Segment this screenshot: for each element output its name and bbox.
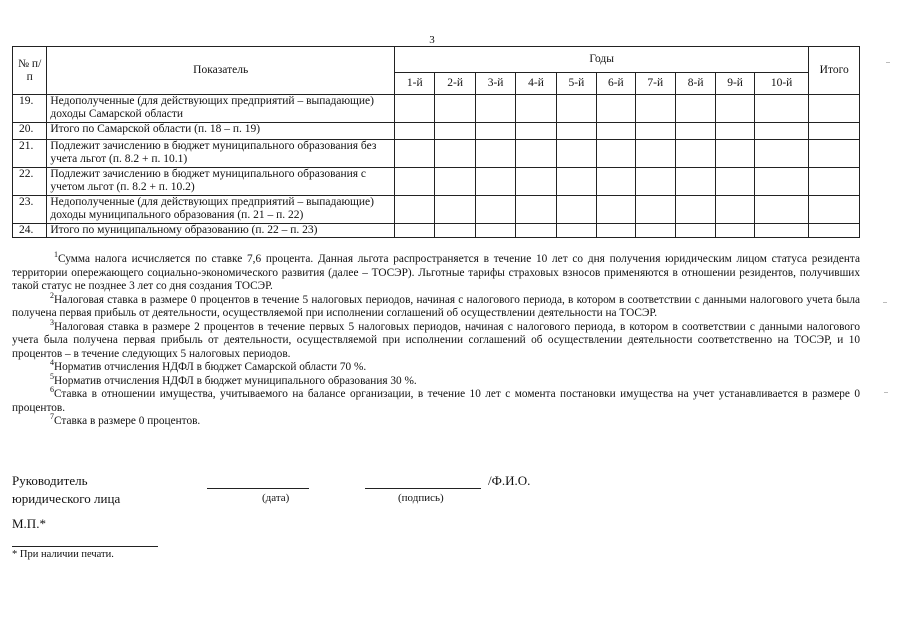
year-cell — [475, 196, 515, 224]
year-cell — [516, 95, 556, 123]
year-cell — [597, 95, 635, 123]
row-indicator: Подлежит зачислению в бюджет муниципального образования без учета льгот (п. 8.2 + п. 10.1) — [47, 140, 395, 168]
year-cell — [395, 95, 435, 123]
year-cell — [395, 123, 435, 140]
year-cell — [516, 168, 556, 196]
year-cell — [597, 168, 635, 196]
year-cell — [716, 140, 754, 168]
footnote: $^7$Ставка в размере 0 процентов. — [50, 412, 201, 427]
year-cell — [754, 140, 809, 168]
table-row — [13, 196, 860, 224]
footnote: $^6$Ставка в отношении имущества, учитываемого на балансе организации, в течение 10 лет с момента постановки имущества на учет устанавливается в размере 0 процентов. — [12, 385, 860, 414]
row-indicator: Подлежит зачислению в бюджет муниципального образования с учетом льгот (п. 8.2 + п. 10.2) — [47, 168, 395, 196]
year-cell — [597, 123, 635, 140]
header-years: Годы — [395, 47, 809, 73]
year-header: 3-й — [475, 73, 515, 95]
year-header: 8-й — [675, 73, 715, 95]
header-total: Итого — [809, 47, 860, 95]
row-indicator: Недополученные (для действующих предприятий – выпадающие) доходы Самарской области — [47, 95, 395, 123]
year-cell — [435, 224, 475, 238]
row-number: 23. — [13, 196, 47, 224]
year-cell — [716, 224, 754, 238]
date-label: (дата) — [262, 492, 290, 504]
total-cell — [809, 168, 860, 196]
year-cell — [435, 196, 475, 224]
year-cell — [516, 140, 556, 168]
year-cell — [754, 168, 809, 196]
year-cell — [556, 140, 596, 168]
year-cell — [556, 95, 596, 123]
year-cell — [754, 224, 809, 238]
table-row — [13, 224, 860, 238]
year-cell — [395, 140, 435, 168]
year-cell — [475, 168, 515, 196]
year-cell — [597, 224, 635, 238]
year-cell — [435, 168, 475, 196]
year-cell — [475, 224, 515, 238]
year-cell — [475, 140, 515, 168]
footnotes — [12, 250, 860, 429]
year-cell — [556, 123, 596, 140]
year-cell — [597, 196, 635, 224]
head-label-2: юридического лица — [12, 491, 121, 506]
scan-mark — [883, 302, 887, 303]
year-header: 6-й — [597, 73, 635, 95]
year-cell — [435, 123, 475, 140]
year-cell — [675, 168, 715, 196]
row-number: 24. — [13, 224, 47, 238]
year-cell — [435, 95, 475, 123]
signature-label: (подпись) — [398, 492, 444, 504]
year-cell — [675, 196, 715, 224]
row-number: 21. — [13, 140, 47, 168]
year-header: 7-й — [635, 73, 675, 95]
total-cell — [809, 224, 860, 238]
year-cell — [635, 196, 675, 224]
year-header: 10-й — [754, 73, 809, 95]
year-cell — [516, 123, 556, 140]
year-header: 1-й — [395, 73, 435, 95]
year-cell — [716, 168, 754, 196]
header-num: № п/п — [13, 47, 47, 95]
year-cell — [635, 224, 675, 238]
stamp-label: М.П.* — [12, 516, 46, 531]
year-cell — [556, 168, 596, 196]
year-cell — [754, 95, 809, 123]
row-number: 22. — [13, 168, 47, 196]
table-row — [13, 168, 860, 196]
row-number: 20. — [13, 123, 47, 140]
year-cell — [475, 95, 515, 123]
year-cell — [556, 196, 596, 224]
footnote: $^4$Норматив отчисления НДФЛ в бюджет Самарской области 70 %. — [50, 358, 367, 373]
year-cell — [754, 123, 809, 140]
table-row — [13, 140, 860, 168]
footnote: $^1$Сумма налога исчисляется по ставке 7,6 процента. Данная льгота распространяется в течение 10 лет со дня получения юридическим лицом статуса резидента территории опережающего социально-экономического развития (далее – ТОСЭР). Льготные тарифы страховых взносов применяются в отношении резидентов, получивших такой статус не позднее 3 лет со дня создания ТОСЭР. — [12, 250, 860, 292]
year-cell — [435, 140, 475, 168]
year-header: 4-й — [516, 73, 556, 95]
total-cell — [809, 95, 860, 123]
row-indicator: Итого по Самарской области (п. 18 – п. 19) — [47, 123, 395, 140]
year-cell — [516, 224, 556, 238]
row-indicator: Итого по муниципальному образованию (п. 22 – п. 23) — [47, 224, 395, 238]
scan-mark — [886, 62, 890, 63]
header-indicator: Показатель — [47, 47, 395, 95]
page-number: 3 — [429, 34, 435, 46]
total-cell — [809, 140, 860, 168]
year-cell — [635, 140, 675, 168]
year-cell — [516, 196, 556, 224]
year-cell — [675, 224, 715, 238]
year-cell — [635, 123, 675, 140]
year-cell — [754, 196, 809, 224]
year-cell — [475, 123, 515, 140]
year-header: 2-й — [435, 73, 475, 95]
year-cell — [635, 95, 675, 123]
row-indicator: Недополученные (для действующих предприятий – выпадающие) доходы муниципального образования (п. 21 – п. 22) — [47, 196, 395, 224]
table-row — [13, 95, 860, 123]
total-cell — [809, 196, 860, 224]
head-label-1: Руководитель — [12, 473, 88, 488]
year-cell — [395, 224, 435, 238]
date-line — [207, 488, 309, 489]
year-cell — [395, 196, 435, 224]
table-row — [13, 123, 860, 140]
year-header: 5-й — [556, 73, 596, 95]
scan-mark — [884, 392, 888, 393]
year-cell — [395, 168, 435, 196]
year-cell — [675, 123, 715, 140]
footnote: $^5$Норматив отчисления НДФЛ в бюджет муниципального образования 30 %. — [50, 371, 417, 387]
signature-line — [365, 488, 481, 489]
year-cell — [597, 140, 635, 168]
year-cell — [675, 95, 715, 123]
indicators-table — [12, 46, 860, 238]
year-cell — [716, 196, 754, 224]
year-cell — [635, 168, 675, 196]
stamp-note: * При наличии печати. — [12, 549, 114, 560]
year-cell — [556, 224, 596, 238]
year-cell — [716, 95, 754, 123]
year-header: 9-й — [716, 73, 754, 95]
table-header-row — [13, 47, 860, 73]
year-cell — [675, 140, 715, 168]
footnote: $^2$Налоговая ставка в размере 0 процентов в течение 5 налоговых периодов, начиная с налогового периода, в котором в соответствии с данными налогового учета была получена первая прибыль от деятельности, осуществляемой при исполнении соглашений об осуществлении деятельности на ТОСЭР. — [12, 290, 860, 319]
footnote-divider — [12, 546, 158, 547]
footnote: $^3$Налоговая ставка в размере 2 процентов в течение первых 5 налоговых периодов, начиная с налогового периода, в котором в соответствии с данными налогового учета была получена первая прибыль от деятельности, осуществляемой при исполнении соглашений об осуществлении деятельности соответственно на ТОСЭР, и 10 процентов – в течение следующих 5 налоговых периодов. — [12, 317, 860, 360]
row-number: 19. — [13, 95, 47, 123]
total-cell — [809, 123, 860, 140]
fio-label: /Ф.И.О. — [488, 473, 531, 488]
year-cell — [716, 123, 754, 140]
table-body — [13, 95, 860, 238]
